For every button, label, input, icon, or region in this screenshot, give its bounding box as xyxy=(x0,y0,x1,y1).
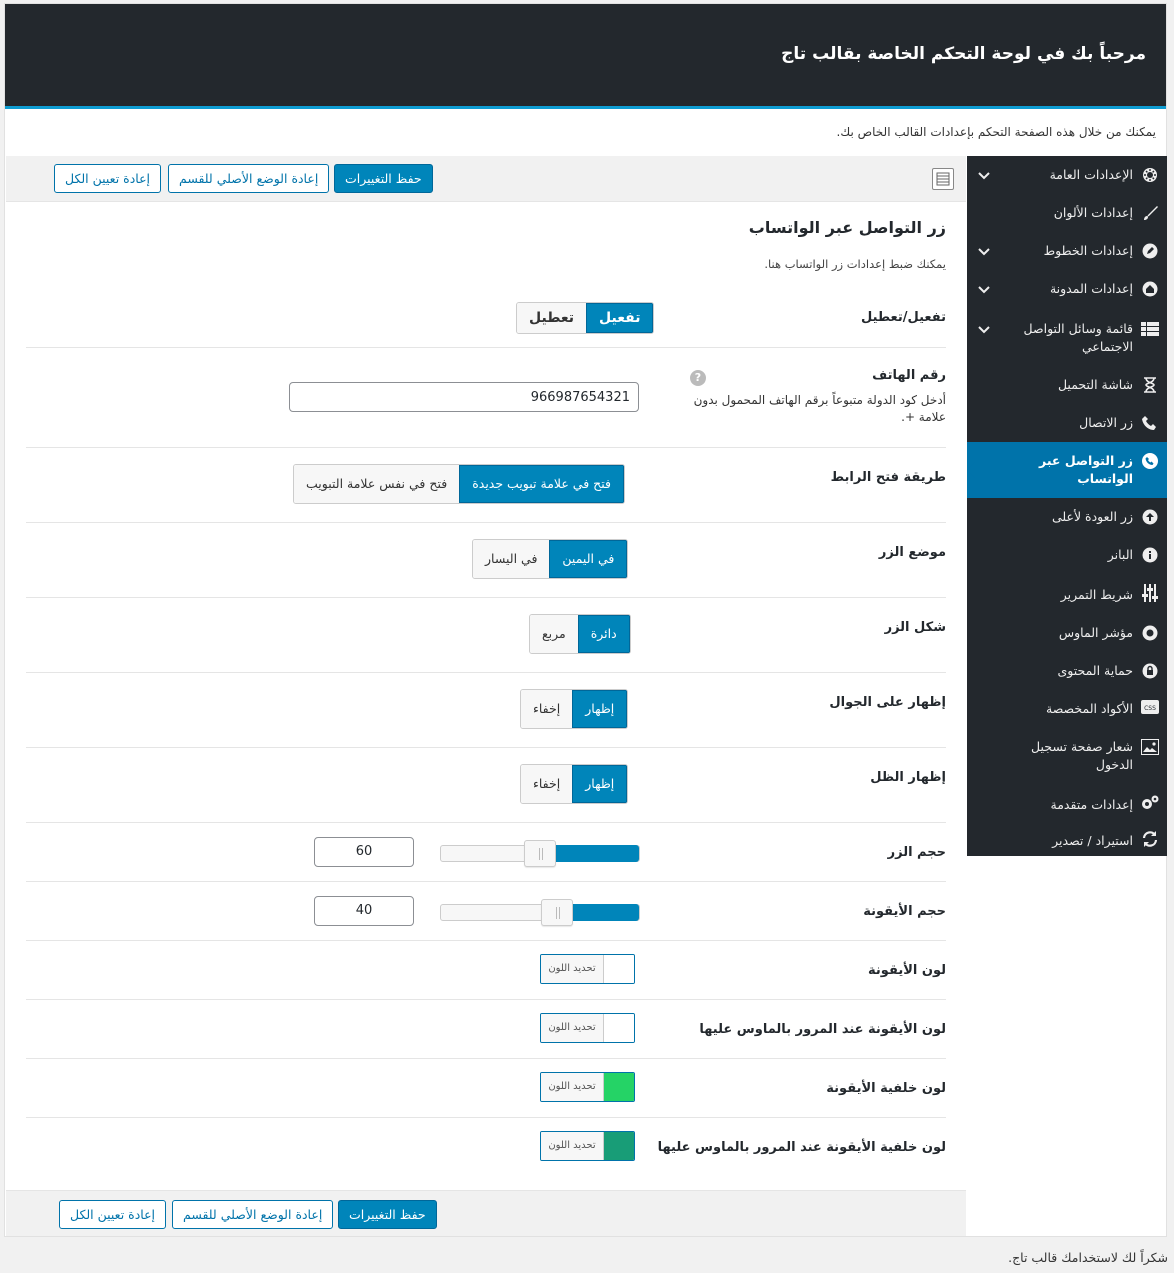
same-tab-option[interactable]: فتح في نفس علامة التبويب xyxy=(294,465,459,503)
sidebar-item-label: شريط التمرير xyxy=(1060,587,1133,602)
chevron-down-icon xyxy=(977,244,991,258)
sidebar-item-general[interactable] xyxy=(967,156,1167,194)
field-label: حجم الزر xyxy=(887,845,946,860)
options-panel xyxy=(4,3,1167,1237)
circle-option[interactable]: دائرة xyxy=(578,615,630,653)
reset-all-button[interactable]: إعادة تعيين الكل xyxy=(54,164,161,193)
color-picker-label: تحديد اللون xyxy=(541,1073,603,1101)
chevron-down-icon xyxy=(977,168,991,182)
svg-text:CSS: CSS xyxy=(1144,705,1156,712)
sidebar-item-label: إعدادات متقدمة xyxy=(1050,797,1133,812)
intro-text: يمكنك من خلال هذه الصفحة التحكم بإعدادات القالب الخاص بك. xyxy=(836,125,1156,139)
row-enable xyxy=(26,284,946,348)
row-shape xyxy=(26,598,946,673)
gear-icon xyxy=(1141,166,1159,184)
refresh-icon xyxy=(1141,830,1159,848)
sidebar-item-custom-code[interactable] xyxy=(967,688,1167,726)
sidebar-item-label: زر الاتصال xyxy=(1079,415,1133,430)
brush-icon xyxy=(1141,204,1159,222)
pencil-icon xyxy=(1141,242,1159,260)
layout-toggle-icon[interactable] xyxy=(932,168,954,190)
css-icon xyxy=(1141,698,1159,716)
sliders-icon xyxy=(1141,584,1159,602)
row-icon-bg-hover xyxy=(26,1118,946,1177)
right-option[interactable]: في اليمين xyxy=(549,540,627,578)
row-icon-color xyxy=(26,941,946,1000)
sidebar-item-protection[interactable] xyxy=(967,650,1167,688)
field-label: إظهار على الجوال xyxy=(829,695,946,710)
field-description: أدخل كود الدولة متبوعاً برقم الهاتف المحمول بدون علامة +. xyxy=(693,393,946,424)
new-tab-option[interactable]: فتح في علامة تبويب جديدة xyxy=(459,465,624,503)
slider-handle[interactable] xyxy=(524,840,556,867)
save-button[interactable]: حفظ التغييرات xyxy=(338,1200,437,1229)
row-shadow xyxy=(26,748,946,823)
reset-all-button[interactable]: إعادة تعيين الكل xyxy=(59,1200,166,1229)
color-swatch xyxy=(603,1073,634,1101)
icon-size-input[interactable]: 40 xyxy=(314,896,414,926)
button-size-input[interactable]: 60 xyxy=(314,837,414,867)
sidebar-item-label: الأكواد المخصصة xyxy=(1046,701,1133,716)
field-label: إظهار الظل xyxy=(870,770,946,785)
home-icon xyxy=(1141,280,1159,298)
slider-handle[interactable] xyxy=(541,899,573,926)
cogs-icon xyxy=(1141,794,1159,812)
mobile-toggle xyxy=(520,689,628,729)
footer-text: شكراً لك لاستخدامك قالب تاج. xyxy=(1008,1250,1168,1265)
link-open-toggle xyxy=(293,464,625,504)
sidebar-item-banner[interactable] xyxy=(967,536,1167,574)
show-option[interactable]: إظهار xyxy=(572,690,627,728)
hourglass-icon xyxy=(1141,376,1159,394)
info-icon xyxy=(1141,546,1159,564)
sidebar-item-label: إعدادات الخطوط xyxy=(1043,243,1133,258)
sidebar-item-label: البانر xyxy=(1107,547,1133,562)
page-title: مرحباً بك في لوحة التحكم الخاصة بقالب تاج xyxy=(781,44,1146,64)
sidebar-item-call[interactable] xyxy=(967,402,1167,440)
sidebar-item-loading[interactable] xyxy=(967,364,1167,402)
color-swatch xyxy=(603,1132,634,1160)
field-label: طريقة فتح الرابط xyxy=(830,470,946,485)
sidebar-item-label: شعار صفحة تسجيل الدخول xyxy=(1031,739,1133,772)
disable-option[interactable]: تعطيل xyxy=(517,303,586,333)
sidebar-item-label: شاشة التحميل xyxy=(1057,377,1133,392)
image-icon xyxy=(1141,738,1159,756)
sidebar xyxy=(967,156,1167,856)
circle-dot-icon xyxy=(1141,624,1159,642)
sidebar-item-whatsapp[interactable] xyxy=(967,442,1167,498)
color-swatch xyxy=(603,955,634,983)
color-picker-label: تحديد اللون xyxy=(541,1132,603,1160)
enable-toggle xyxy=(516,302,654,334)
bottom-toolbar xyxy=(6,1190,966,1236)
sidebar-item-label: إعدادات المدونة xyxy=(1049,281,1133,296)
row-phone xyxy=(26,348,946,448)
field-label: تفعيل/تعطيل xyxy=(860,310,946,325)
row-icon-hover-color xyxy=(26,1000,946,1059)
whatsapp-icon xyxy=(1141,452,1159,470)
settings-content xyxy=(6,156,966,1236)
square-option[interactable]: مربع xyxy=(530,615,578,653)
top-toolbar xyxy=(6,156,966,202)
sidebar-item-scrollbar[interactable] xyxy=(967,574,1167,612)
field-label: لون خلفية الأيقونة عند المرور بالماوس عليها xyxy=(657,1140,946,1155)
panel-header xyxy=(5,4,1166,109)
shape-toggle xyxy=(529,614,631,654)
chevron-down-icon xyxy=(977,322,991,336)
icon-hover-color-picker[interactable] xyxy=(540,1013,635,1043)
sidebar-item-advanced[interactable] xyxy=(967,784,1167,822)
arrow-up-icon xyxy=(1141,508,1159,526)
sidebar-item-label: استيراد / تصدير xyxy=(1052,833,1133,848)
sidebar-item-label: حماية المحتوى xyxy=(1057,663,1133,678)
row-button-size xyxy=(26,823,946,882)
sidebar-item-label: زر العودة لأعلى xyxy=(1051,509,1133,524)
sidebar-item-blog[interactable] xyxy=(967,270,1167,308)
sidebar-item-label: الإعدادات العامة xyxy=(1049,167,1133,182)
row-mobile xyxy=(26,673,946,748)
phone-icon xyxy=(1141,414,1159,432)
color-picker-label: تحديد اللون xyxy=(541,955,603,983)
sidebar-item-fonts[interactable] xyxy=(967,232,1167,270)
sidebar-item-label: زر التواصل عبر الواتساب xyxy=(1039,453,1133,486)
sidebar-item-colors[interactable] xyxy=(967,194,1167,232)
help-icon[interactable]: ? xyxy=(690,370,706,386)
hide-option[interactable]: إخفاء xyxy=(521,690,572,728)
icon-bg-hover-color-picker[interactable] xyxy=(540,1131,635,1161)
icon-bg-color-picker[interactable] xyxy=(540,1072,635,1102)
field-label: لون الأيقونة xyxy=(868,963,946,978)
sidebar-item-cursor[interactable] xyxy=(967,612,1167,650)
hide-option[interactable]: إخفاء xyxy=(521,765,572,803)
sidebar-item-login-logo[interactable] xyxy=(967,726,1167,784)
sidebar-item-back-to-top[interactable] xyxy=(967,498,1167,536)
show-option[interactable]: إظهار xyxy=(572,765,627,803)
field-label: شكل الزر xyxy=(884,620,946,635)
field-label: لون الأيقونة عند المرور بالماوس عليها xyxy=(699,1022,946,1037)
field-label: رقم الهاتف xyxy=(872,368,946,383)
icon-size-slider[interactable] xyxy=(440,904,640,921)
left-option[interactable]: في اليسار xyxy=(473,540,549,578)
color-swatch xyxy=(603,1014,634,1042)
phone-input[interactable] xyxy=(289,382,639,412)
chevron-down-icon xyxy=(977,282,991,296)
sidebar-item-label: مؤشر الماوس xyxy=(1058,625,1133,640)
shadow-toggle xyxy=(520,764,628,804)
color-picker-label: تحديد اللون xyxy=(541,1014,603,1042)
sidebar-item-label: قائمة وسائل التواصل الاجتماعي xyxy=(1023,321,1133,354)
icon-color-picker[interactable] xyxy=(540,954,635,984)
row-link-open xyxy=(26,448,946,523)
field-label: لون خلفية الأيقونة xyxy=(826,1081,946,1096)
row-position xyxy=(26,523,946,598)
reset-section-button[interactable]: إعادة الوضع الأصلي للقسم xyxy=(168,164,329,193)
enable-option[interactable]: تفعيل xyxy=(586,303,653,333)
save-button[interactable]: حفظ التغييرات xyxy=(334,164,433,193)
section-description: يمكنك ضبط إعدادات زر الواتساب هنا. xyxy=(764,257,946,271)
row-icon-size xyxy=(26,882,946,941)
sidebar-item-label: إعدادات الألوان xyxy=(1053,205,1133,220)
sidebar-item-social[interactable] xyxy=(967,308,1167,364)
reset-section-button[interactable]: إعادة الوضع الأصلي للقسم xyxy=(172,1200,333,1229)
lock-icon xyxy=(1141,662,1159,680)
field-label: موضع الزر xyxy=(878,545,946,560)
field-label: حجم الأيقونة xyxy=(863,904,946,919)
list-icon xyxy=(1141,320,1159,338)
button-size-slider[interactable] xyxy=(440,845,640,862)
row-icon-bg xyxy=(26,1059,946,1118)
section-title: زر التواصل عبر الواتساب xyxy=(748,218,946,237)
position-toggle xyxy=(472,539,628,579)
sidebar-item-import-export[interactable] xyxy=(967,822,1167,856)
